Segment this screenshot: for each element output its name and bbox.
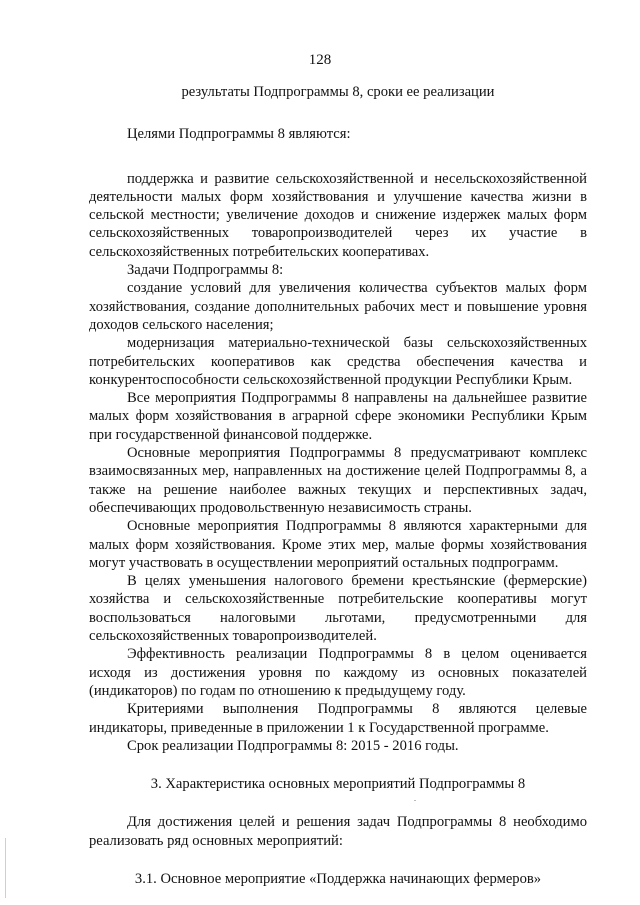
paragraph-tasks-title: Задачи Подпрограммы 8: (127, 262, 284, 279)
paragraph-term: Срок реализации Подпрограммы 8: 2015 - 2016 годы. (127, 737, 459, 754)
scan-edge-mark (5, 838, 6, 898)
scan-dot (414, 800, 416, 801)
page-content (89, 83, 587, 903)
paragraph-efficiency: Эффективность реализации Подпрограммы 8 в целом оценивается исходя из достижения уровня по каждому из основных показателей (индикаторов) по годам по отношению к предыдущему году. (89, 646, 587, 699)
section-heading: 3. Характеристика основных мероприятий Подпрограммы 8 (150, 776, 526, 793)
paragraph-tax: В целях уменьшения налогового бремени крестьянские (фермерские) хозяйства и сельскохозяйственные потребительские кооперативы могут воспользоваться налоговыми льготами, предусмотренными для сельскохозяйственных товаропроизводителей. (89, 573, 587, 645)
paragraph-measures: Все мероприятия Подпрограммы 8 направлены на дальнейшее развитие малых форм хозяйствования в аграрной сфере экономики Республики Крым при государственной финансовой поддержке. (89, 390, 587, 443)
goals-title: Целями Подпрограммы 8 являются: (127, 126, 351, 143)
paragraph-characteristic: Основные мероприятия Подпрограммы 8 являются характерными для малых форм хозяйствования. Кроме этих мер, малые формы хозяйствования могут участвовать в осуществлении мероприятий остальных подпрограмм. (89, 518, 587, 571)
paragraph-task-1: создание условий для увеличения количества субъектов малых форм хозяйствования, создание дополнительных рабочих мест и повышение уровня доходов сельского населения; (89, 280, 587, 333)
paragraph-task-2: модернизация материально-технической базы сельскохозяйственных потребительских кооперативов как средства обеспечения качества и конкурентоспособности сельскохозяйственной продукции Республики Крым. (89, 335, 587, 388)
sub-heading: 3.1. Основное мероприятие «Поддержка начинающих фермеров» (134, 870, 542, 887)
paragraph-goals: поддержка и развитие сельскохозяйственной и несельскохозяйственной деятельности малых форм хозяйствования и улучшение качества жизни в сельской местности; увеличение доходов и снижение издержек малых форм сельскохозяйственных товаропроизводителей через их участие в сельскохозяйственных потребительских кооперативах. (89, 170, 587, 260)
subtitle: результаты Подпрограммы 8, сроки ее реализации (181, 84, 495, 100)
paragraph-criteria: Критериями выполнения Подпрограммы 8 являются целевые индикаторы, приведенные в приложении 1 к Государственной программе. (89, 701, 587, 736)
paragraph-main-measures: Основные мероприятия Подпрограммы 8 предусматривают комплекс взаимосвязанных мер, направленных на достижение целей Подпрограммы 8, а также на решение наиболее важных текущих и перспективных задач, обеспечивающих продовольственную независимость страны. (89, 445, 587, 516)
section-intro: Для достижения целей и решения задач Подпрограммы 8 необходимо реализовать ряд основных мероприятий: (89, 814, 587, 849)
page-number: 128 (308, 52, 332, 68)
